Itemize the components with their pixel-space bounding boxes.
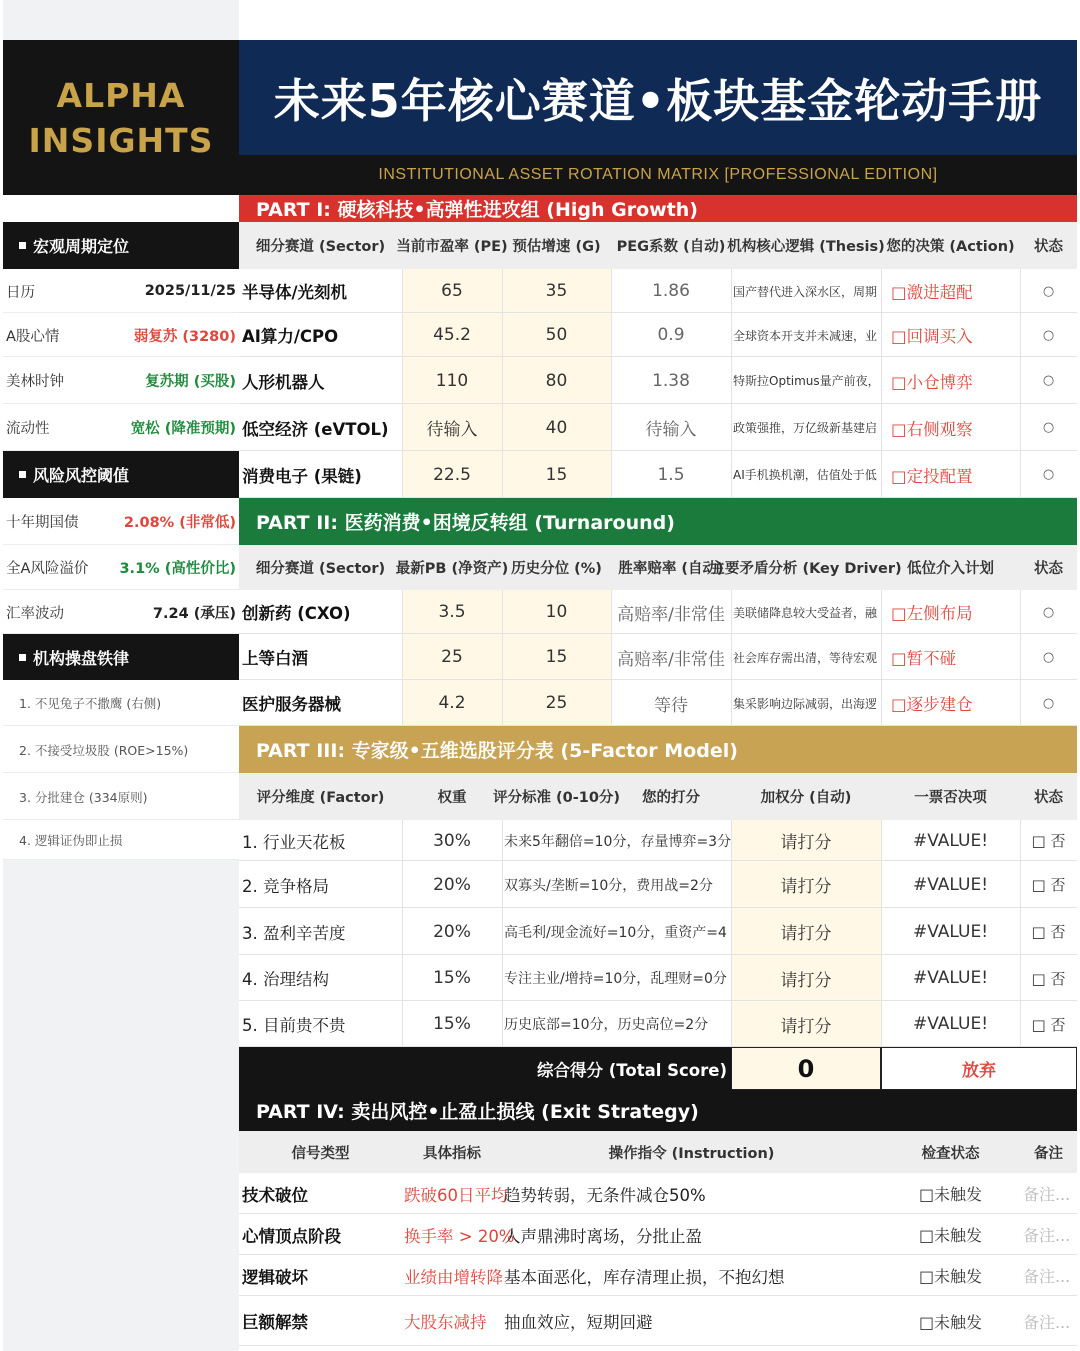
factor-weight: 20% xyxy=(433,874,471,895)
square-bullet-icon xyxy=(19,654,26,661)
odds-value: 高赔率/非常佳 xyxy=(617,604,725,625)
part1-header-cell: 预估增速 (G) xyxy=(512,239,601,255)
status-circle-icon[interactable]: ○ xyxy=(1042,467,1055,482)
page-title: 未来5年核心赛道•板块基金轮动手册 xyxy=(273,73,1043,128)
risk-value: 2.08% (非常低) xyxy=(123,515,236,531)
signal-metric: 业绩由增转降 xyxy=(404,1267,503,1287)
part4-title-bar: PART IV: 卖出风控•止盈止损线 (Exit Strategy) xyxy=(239,1090,1077,1131)
plan-checkbox[interactable]: □左侧布局 xyxy=(891,604,973,623)
peg-value: 待输入 xyxy=(645,420,697,440)
exit-instruction: 抽血效应，短期回避 xyxy=(504,1313,653,1332)
rule-item: 4. 逻辑证伪即止损 xyxy=(19,833,123,848)
top-blank-strip xyxy=(3,0,239,40)
pe-input[interactable]: 65 xyxy=(441,281,463,301)
part2-header-cell: 低位介入计划 xyxy=(907,561,994,577)
rule-item: 3. 分批建仓 (334原则) xyxy=(19,789,148,805)
weighted-score: #VALUE! xyxy=(912,830,989,851)
exit-instruction: 基本面恶化，库存清理止损，不抱幻想 xyxy=(504,1267,785,1287)
growth-input[interactable]: 15 xyxy=(545,464,568,485)
plan-checkbox[interactable]: □暂不碰 xyxy=(891,649,957,668)
status-circle-icon[interactable]: ○ xyxy=(1042,649,1055,665)
col-divider xyxy=(881,269,882,498)
title-banner xyxy=(239,40,1077,155)
macro-value: 2025/11/25 xyxy=(144,283,236,299)
part1-header-cell: 状态 xyxy=(1034,239,1063,255)
status-circle-icon[interactable]: ○ xyxy=(1042,695,1055,711)
part1-header-cell: 细分赛道 (Sector) xyxy=(255,239,386,255)
note-input[interactable]: 备注... xyxy=(1023,1267,1071,1286)
veto-checkbox[interactable]: □ 否 xyxy=(1031,876,1066,894)
col-divider xyxy=(502,269,503,498)
part3-header-cell: 评分标准 (0-10分) xyxy=(492,790,621,806)
check-status-checkbox[interactable]: □未触发 xyxy=(918,1226,983,1245)
factor-name: 5. 目前贵不贵 xyxy=(242,1016,346,1035)
thesis-text: 政策强推，万亿级新基建启 xyxy=(733,421,878,435)
col-divider xyxy=(731,590,732,726)
part1-title-bar: PART I: 硬核科技•高弹性进攻组 (High Growth) xyxy=(239,195,1077,222)
exit-instruction: 趋势转弱，无条件减仓50% xyxy=(504,1185,706,1205)
part4-header-cell: 备注 xyxy=(1034,1145,1063,1162)
score-input[interactable]: 请打分 xyxy=(780,833,832,853)
rules-section-header-label: 机构操盘铁律 xyxy=(33,648,130,668)
scoring-criteria: 双寡头/垄断=10分，费用战=2分 xyxy=(504,877,713,894)
pb-input[interactable]: 25 xyxy=(441,647,463,667)
sidebar-filler xyxy=(3,860,239,1351)
part2-header-cell: 细分赛道 (Sector) xyxy=(255,561,386,577)
risk-label: 十年期国债 xyxy=(6,515,79,531)
pb-input[interactable]: 3.5 xyxy=(438,602,466,622)
col-divider xyxy=(1020,269,1021,498)
check-status-checkbox[interactable]: □未触发 xyxy=(918,1312,983,1332)
part2-title-bar: PART II: 医药消费•困境反转组 (Turnaround) xyxy=(239,498,1077,545)
pe-input[interactable]: 45.2 xyxy=(433,325,471,345)
logo-line-1: ALPHA xyxy=(56,75,186,115)
col-divider xyxy=(402,590,403,726)
factor-weight: 15% xyxy=(433,1014,471,1034)
risk-label: 汇率波动 xyxy=(6,605,64,622)
check-status-checkbox[interactable]: □未触发 xyxy=(918,1267,983,1286)
sector-name: 低空经济 (eVTOL) xyxy=(242,419,389,439)
weighted-score: #VALUE! xyxy=(912,1014,989,1034)
signal-type: 巨额解禁 xyxy=(242,1313,308,1332)
thesis-text: 特斯拉Optimus量产前夜， xyxy=(733,374,880,388)
scoring-criteria: 高毛利/现金流好=10分，重资产=4 xyxy=(504,924,727,941)
factor-weight: 20% xyxy=(433,921,471,942)
percentile-input[interactable]: 25 xyxy=(545,693,568,713)
col-divider xyxy=(402,269,403,498)
total-score-value: 0 xyxy=(731,1047,881,1090)
weighted-score: #VALUE! xyxy=(912,874,989,895)
col-divider xyxy=(502,820,503,1047)
growth-input[interactable]: 40 xyxy=(545,417,568,438)
macro-section-header-label: 宏观周期定位 xyxy=(33,237,130,256)
part4-header-cell: 具体指标 xyxy=(423,1145,481,1162)
odds-value: 高赔率/非常佳 xyxy=(617,649,725,670)
factor-name: 1. 行业天花板 xyxy=(242,832,346,852)
factor-name: 2. 竞争格局 xyxy=(242,876,329,896)
sector-name: 半导体/光刻机 xyxy=(242,283,348,302)
note-input[interactable]: 备注... xyxy=(1023,1226,1071,1245)
signal-type: 心情顶点阶段 xyxy=(242,1226,341,1246)
signal-metric: 大股东减持 xyxy=(404,1313,487,1332)
growth-input[interactable]: 80 xyxy=(545,370,568,391)
part3-header-cell: 权重 xyxy=(437,790,467,806)
percentile-input[interactable]: 10 xyxy=(545,602,568,622)
macro-value: 弱复苏 (3280) xyxy=(133,328,236,345)
peg-value: 1.5 xyxy=(657,464,685,485)
part4-header-cell: 信号类型 xyxy=(291,1145,350,1162)
action-checkbox[interactable]: □小仓博弈 xyxy=(891,372,973,392)
col-divider xyxy=(502,590,503,726)
plan-checkbox[interactable]: □逐步建仓 xyxy=(891,695,973,714)
part4-header-cell: 检查状态 xyxy=(921,1145,980,1162)
part3-header-cell: 状态 xyxy=(1034,790,1063,806)
verdict-badge: 放弃 xyxy=(881,1047,1077,1090)
growth-input[interactable]: 35 xyxy=(545,281,568,301)
exit-instruction: 人声鼎沸时离场，分批止盈 xyxy=(504,1226,702,1246)
col-divider xyxy=(881,590,882,726)
signal-type: 逻辑破坏 xyxy=(242,1267,308,1287)
part1-header-cell: 机构核心逻辑 (Thesis) xyxy=(727,239,885,255)
subtitle-banner xyxy=(239,155,1077,195)
risk-value: 3.1% (高性价比) xyxy=(119,561,236,577)
signal-metric: 换手率 > 20% xyxy=(404,1226,515,1246)
col-divider xyxy=(402,820,403,1047)
score-input[interactable]: 请打分 xyxy=(780,1016,832,1037)
square-bullet-icon xyxy=(19,471,26,478)
part4-header-cell: 操作指令 (Instruction) xyxy=(608,1145,775,1162)
part2-header-cell: 最新PB (净资产) xyxy=(395,561,509,577)
peg-value: 1.38 xyxy=(652,370,690,391)
col-divider xyxy=(881,820,882,1047)
row-divider xyxy=(239,1345,1077,1346)
col-divider xyxy=(611,590,612,726)
part3-title-bar: PART III: 专家级•五维选股评分表 (5-Factor Model) xyxy=(239,726,1077,773)
status-circle-icon[interactable]: ○ xyxy=(1042,604,1055,620)
percentile-input[interactable]: 15 xyxy=(545,647,568,667)
col-divider xyxy=(731,820,732,1047)
part2-header-cell: 状态 xyxy=(1034,561,1063,577)
col-divider xyxy=(731,269,732,498)
part3-header-cell: 加权分 (自动) xyxy=(760,790,852,806)
part2-header-cell: 胜率赔率 (自动) xyxy=(618,561,724,577)
square-bullet-icon xyxy=(19,242,26,249)
signal-type: 技术破位 xyxy=(242,1185,308,1205)
action-checkbox[interactable]: □定投配置 xyxy=(891,466,973,486)
macro-label: 日历 xyxy=(6,284,35,301)
pe-input[interactable]: 110 xyxy=(435,370,469,391)
factor-name: 3. 盈利辛苦度 xyxy=(242,923,346,943)
part2-header-cell: 主要矛盾分析 (Key Driver) xyxy=(710,561,902,577)
weighted-score: #VALUE! xyxy=(912,921,989,942)
driver-text: 社会库存需出清，等待宏观 xyxy=(733,650,878,665)
score-input[interactable]: 请打分 xyxy=(780,970,832,991)
macro-label: A股心情 xyxy=(6,328,60,345)
col-divider xyxy=(1020,590,1021,726)
factor-weight: 15% xyxy=(433,968,471,988)
page-subtitle: INSTITUTIONAL ASSET ROTATION MATRIX [PROFESSIONAL EDITION] xyxy=(378,166,938,183)
sector-name: 消费电子 (果链) xyxy=(242,466,362,486)
odds-value: 等待 xyxy=(654,695,688,716)
total-score-label: 综合得分 (Total Score) xyxy=(537,1060,727,1080)
peg-value: 1.86 xyxy=(652,281,690,301)
peg-value: 0.9 xyxy=(657,325,685,345)
rules-section-header xyxy=(3,634,239,680)
score-input[interactable]: 请打分 xyxy=(780,924,832,944)
macro-value: 宽松 (降准预期) xyxy=(130,421,236,437)
veto-checkbox[interactable]: □ 否 xyxy=(1031,923,1066,941)
pe-input[interactable]: 22.5 xyxy=(433,464,471,485)
rule-item: 1. 不见兔子不撒鹰 (右侧) xyxy=(19,696,162,711)
risk-label: 全A风险溢价 xyxy=(6,561,89,577)
sector-name: 上等白酒 xyxy=(242,649,308,668)
risk-section-header-label: 风险风控阈值 xyxy=(33,466,130,485)
action-checkbox[interactable]: □激进超配 xyxy=(891,283,973,302)
rule-item: 2. 不接受垃圾股 (ROE>15%) xyxy=(19,742,189,758)
part1-header-cell: 您的决策 (Action) xyxy=(886,239,1015,255)
score-input[interactable]: 请打分 xyxy=(780,877,832,897)
pe-input[interactable]: 待输入 xyxy=(426,420,478,440)
status-circle-icon[interactable]: ○ xyxy=(1042,283,1055,299)
veto-checkbox[interactable]: □ 否 xyxy=(1031,1015,1066,1034)
risk-section-header xyxy=(3,451,239,498)
factor-weight: 30% xyxy=(433,830,471,851)
part1-header-cell: 当前市盈率 (PE) xyxy=(396,239,508,255)
growth-input[interactable]: 50 xyxy=(545,325,568,345)
col-divider xyxy=(1020,820,1021,1047)
macro-section-header xyxy=(3,222,239,269)
weighted-score: #VALUE! xyxy=(912,968,989,988)
logo-line-2: INSIGHTS xyxy=(28,120,214,160)
check-status-checkbox[interactable]: □未触发 xyxy=(918,1185,983,1204)
status-circle-icon[interactable]: ○ xyxy=(1042,327,1055,343)
driver-text: 集采影响边际减弱，出海逻 xyxy=(733,696,878,711)
sector-name: AI算力/CPO xyxy=(242,327,339,346)
macro-label: 美林时钟 xyxy=(6,374,64,390)
action-checkbox[interactable]: □回调买入 xyxy=(891,327,973,346)
sector-name: 创新药 (CXO) xyxy=(242,604,351,623)
thesis-text: 国产替代进入深水区，周期 xyxy=(733,284,878,299)
veto-checkbox[interactable]: □ 否 xyxy=(1031,969,1066,988)
action-checkbox[interactable]: □右侧观察 xyxy=(891,419,973,439)
logo xyxy=(3,40,239,195)
macro-value: 复苏期 (买股) xyxy=(145,374,236,390)
pb-input[interactable]: 4.2 xyxy=(438,693,466,713)
col-divider xyxy=(611,269,612,498)
note-input[interactable]: 备注... xyxy=(1023,1312,1071,1332)
part3-header-cell: 一票否决项 xyxy=(914,790,987,806)
thesis-text: AI手机换机潮，估值处于低 xyxy=(733,468,877,482)
sector-name: 人形机器人 xyxy=(242,372,325,392)
scoring-criteria: 历史底部=10分，历史高位=2分 xyxy=(504,1017,709,1033)
macro-label: 流动性 xyxy=(6,421,50,437)
scoring-criteria: 专注主业/增持=10分，乱理财=0分 xyxy=(504,971,727,987)
status-circle-icon[interactable]: ○ xyxy=(1042,420,1055,435)
sidebar-spacer xyxy=(3,195,239,221)
signal-metric: 跌破60日平均 xyxy=(404,1185,508,1205)
driver-text: 美联储降息较大受益者，融 xyxy=(733,605,878,620)
note-input[interactable]: 备注... xyxy=(1023,1185,1071,1204)
part3-header-cell: 评分维度 (Factor) xyxy=(256,790,385,806)
part3-header-cell: 您的打分 xyxy=(642,790,700,806)
scoring-criteria: 未来5年翻倍=10分，存量博弈=3分 xyxy=(504,833,732,850)
sector-name: 医护服务器械 xyxy=(242,695,341,714)
veto-checkbox[interactable]: □ 否 xyxy=(1031,832,1066,850)
risk-value: 7.24 (承压) xyxy=(152,605,236,622)
factor-name: 4. 治理结构 xyxy=(242,970,329,989)
part2-header-cell: 历史分位 (%) xyxy=(511,561,602,577)
status-circle-icon[interactable]: ○ xyxy=(1042,373,1055,388)
thesis-text: 全球资本开支并未减速，业 xyxy=(733,328,878,343)
part1-header-cell: PEG系数 (自动) xyxy=(616,239,726,255)
